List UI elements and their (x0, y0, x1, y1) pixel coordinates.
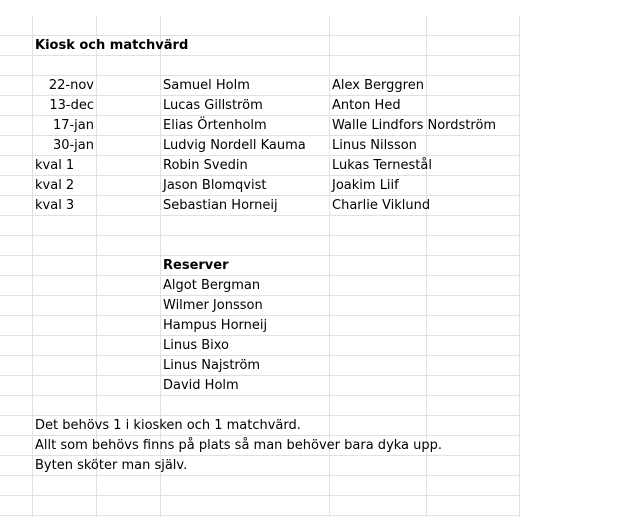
reserve-name[interactable]: David Holm (163, 378, 239, 393)
note-text[interactable]: Byten sköter man själv. (35, 458, 188, 473)
schedule-date[interactable]: kval 3 (35, 198, 75, 213)
reserve-name[interactable]: Hampus Horneij (163, 318, 268, 333)
schedule-date[interactable]: kval 1 (35, 158, 75, 173)
schedule-kiosk[interactable]: Elias Örtenholm (163, 118, 267, 133)
column-gridline (519, 16, 520, 517)
reserve-name[interactable]: Wilmer Jonsson (163, 298, 263, 313)
schedule-host[interactable]: Lukas Ternestål (332, 158, 432, 173)
schedule-host[interactable]: Anton Hed (332, 98, 401, 113)
schedule-date[interactable]: 17-jan (52, 118, 94, 133)
row-gridline (0, 515, 519, 516)
note-text[interactable]: Allt som behövs finns på plats så man behöver bara dyka upp. (35, 438, 443, 453)
schedule-date[interactable]: 30-jan (52, 138, 94, 153)
row-gridline (0, 255, 519, 256)
row-gridline (0, 395, 519, 396)
reserve-name[interactable]: Algot Bergman (163, 278, 261, 293)
schedule-kiosk[interactable]: Ludvig Nordell Kauma (163, 138, 306, 153)
schedule-host[interactable]: Charlie Viklund (332, 198, 431, 213)
row-gridline (0, 495, 519, 496)
schedule-kiosk[interactable]: Samuel Holm (163, 78, 250, 93)
schedule-host[interactable]: Walle Lindfors Nordström (332, 118, 497, 133)
note-text[interactable]: Det behövs 1 i kiosken och 1 matchvärd. (35, 418, 301, 433)
sheet-title[interactable]: Kiosk och matchvärd (35, 38, 189, 53)
reserve-name[interactable]: Linus Najström (163, 358, 261, 373)
schedule-date[interactable]: 22-nov (48, 78, 94, 93)
schedule-host[interactable]: Linus Nilsson (332, 138, 417, 153)
reserve-name[interactable]: Linus Bixo (163, 338, 230, 353)
schedule-kiosk[interactable]: Robin Svedin (163, 158, 248, 173)
schedule-kiosk[interactable]: Jason Blomqvist (163, 178, 267, 193)
column-gridline (32, 16, 33, 517)
schedule-kiosk[interactable]: Sebastian Horneij (163, 198, 278, 213)
schedule-date[interactable]: 13-dec (49, 98, 94, 113)
schedule-host[interactable]: Alex Berggren (332, 78, 424, 93)
row-gridline (0, 235, 519, 236)
schedule-date[interactable]: kval 2 (35, 178, 75, 193)
schedule-kiosk[interactable]: Lucas Gillström (163, 98, 263, 113)
reserves-header[interactable]: Reserver (163, 258, 229, 273)
schedule-host[interactable]: Joakim Liif (332, 178, 399, 193)
